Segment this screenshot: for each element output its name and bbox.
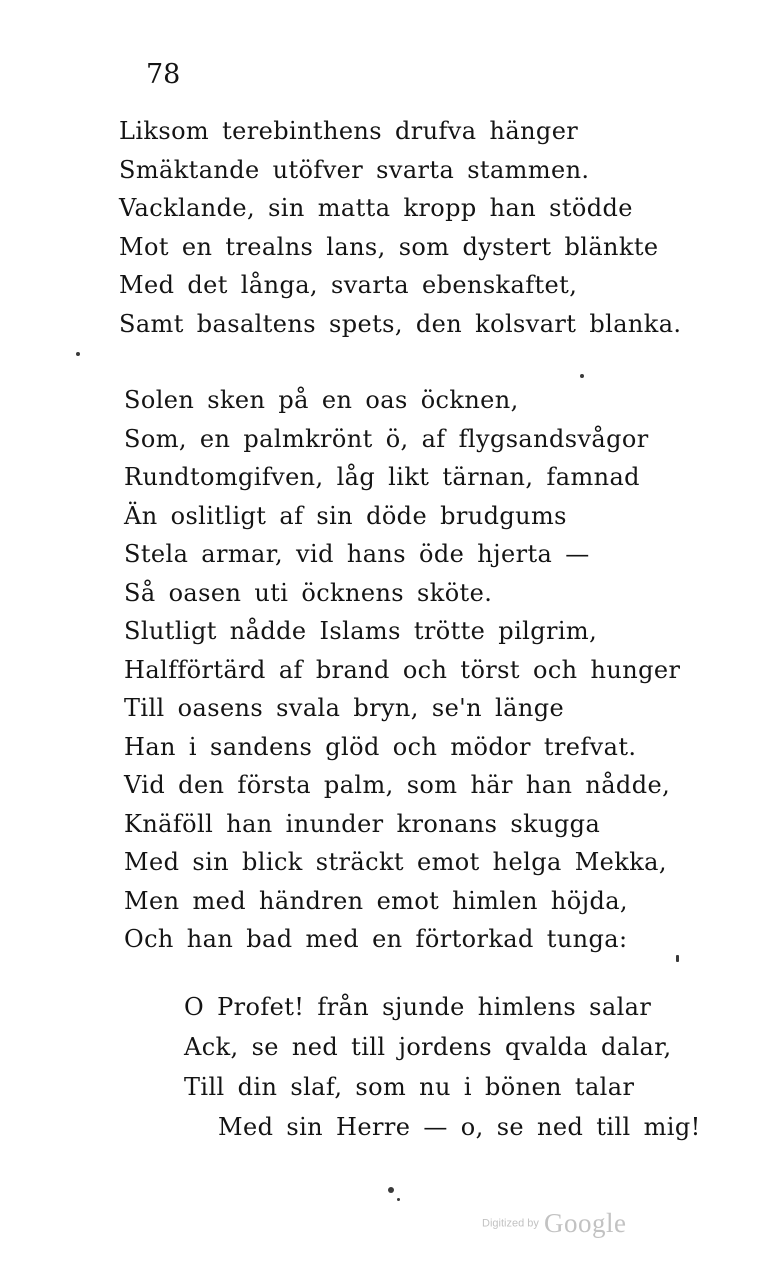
stanza-2 xyxy=(124,381,680,959)
verse-line: Solen sken på en oas öcknen, xyxy=(124,386,519,414)
verse-line: Vid den första palm, som här han nådde, xyxy=(124,771,671,799)
verse-line: Till din slaf, som nu i bönen talar xyxy=(184,1073,635,1101)
scan-speck xyxy=(397,1198,400,1201)
verse-line: Liksom terebinthens drufva hänger xyxy=(119,117,579,145)
verse-line: Med det långa, svarta ebenskaftet, xyxy=(119,271,578,300)
verse-line: Rundtomgifven, låg likt tärnan, famnad xyxy=(124,463,640,491)
verse-line: Vacklande, sin matta kropp han stödde xyxy=(119,194,633,223)
verse-line: Som, en palmkrönt ö, af flygsandsvågor xyxy=(124,424,649,453)
verse-line: Samt basaltens spets, den kolsvart blanka. xyxy=(119,309,682,338)
verse-line-indented: Med sin Herre — o, se ned till mig! xyxy=(218,1113,701,1141)
verse-line: Till oasens svala bryn, se'n länge xyxy=(124,694,565,722)
verse-line: Halfförtärd af brand och törst och hunger xyxy=(124,655,681,684)
scan-speck xyxy=(388,1187,394,1193)
verse-line: Knäföll han inunder kronans skugga xyxy=(124,809,601,838)
verse-line: Stela armar, vid hans öde hjerta — xyxy=(124,540,590,568)
page-number: 78 xyxy=(146,59,181,90)
verse-line: Smäktande utöfver svarta stammen. xyxy=(119,155,590,184)
verse-line: Med sin blick sträckt emot helga Mekka, xyxy=(124,848,667,876)
stanza-3-prayer xyxy=(184,987,701,1147)
verse-line: Så oasen uti öcknens sköte. xyxy=(124,578,493,607)
verse-line: Än oslitligt af sin döde brudgums xyxy=(124,501,567,530)
scan-speck xyxy=(676,955,679,962)
verse-line: O Profet! från sjunde himlens salar xyxy=(184,993,652,1021)
verse-line: Han i sandens glöd och mödor trefvat. xyxy=(124,732,637,761)
verse-line: Slutligt nådde Islams trötte pilgrim, xyxy=(124,617,598,645)
digitized-by-google-watermark xyxy=(482,1208,626,1239)
verse-line: Mot en trealns lans, som dystert blänkte xyxy=(119,232,659,261)
scan-speck xyxy=(580,374,584,378)
verse-line: Och han bad med en förtorkad tunga: xyxy=(124,925,628,953)
watermark-prefix: Digitized by xyxy=(482,1217,539,1230)
verse-line: Men med händren emot himlen höjda, xyxy=(124,886,628,915)
scan-speck xyxy=(76,352,80,356)
verse-line: Ack, se ned till jordens qvalda dalar, xyxy=(184,1033,672,1061)
google-logo: Google xyxy=(543,1208,627,1238)
stanza-1 xyxy=(119,112,681,344)
